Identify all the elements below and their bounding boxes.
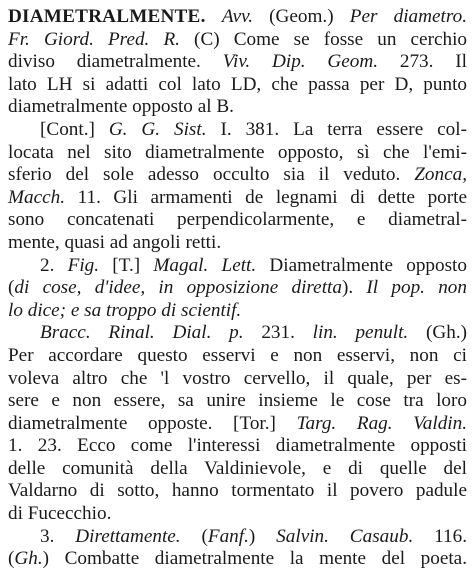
text-run: 1. 23. Ecco come l'interessi diametralmente opposti (8, 435, 467, 457)
part-of-speech: Avv. (221, 6, 253, 27)
text-run: ) Combatte diametralmente la mente del poeta. (42, 548, 467, 570)
citation-source: Fanf. (207, 525, 249, 547)
sense-label: Fig. (67, 254, 100, 276)
headword: DIAMETRALMENTE (8, 6, 201, 27)
text-line (8, 345, 467, 368)
citation-source: Fr. Giord. Pred. R. (8, 28, 180, 50)
text-run: voleva altro che 'l vostro cervello, il quale, per es- (8, 367, 467, 389)
text-run: delle comunità della Valdinievole, e di quelle del (8, 457, 467, 479)
text-line (8, 277, 467, 300)
text-run: lato LH si adatti col lato LD, che passa per D, punto (8, 73, 467, 95)
citation-source: Bracc. Rinal. Dial. p. (40, 322, 244, 344)
text-line (8, 526, 467, 549)
text-line (8, 322, 467, 345)
text-line (8, 74, 467, 97)
text-run: ( (8, 277, 15, 299)
citation-source: Gh. (14, 548, 43, 570)
usage-note: lo dice; e sa troppo di scientif. (8, 299, 242, 321)
text-line (8, 29, 467, 52)
text-run: 231. (243, 322, 313, 344)
text-run: (C) Come se fosse un cerchio (179, 28, 467, 50)
text-line (8, 209, 467, 232)
domain-label: (Geom.) (253, 6, 350, 27)
text-run: diviso diametralmente. (8, 51, 223, 73)
text-run: . (200, 6, 222, 27)
citation-source: Zonca, (414, 164, 467, 186)
text-run: diametralmente opposte. [Tor.] (8, 412, 297, 434)
text-run: (Gh.) (408, 322, 468, 344)
citation-source: G. G. Sist. (108, 118, 207, 140)
text-line (8, 413, 467, 436)
text-line (8, 255, 467, 278)
text-line (8, 458, 467, 481)
text-line (8, 548, 467, 571)
text-run: locata nel sito diametralmente opposto, sì che l'emi- (8, 141, 467, 163)
text-line (8, 480, 467, 503)
text-run: 116. (413, 525, 467, 547)
text-run: diametralmente opposto al B. (8, 96, 234, 118)
citation-source: Magal. Lett. (153, 254, 257, 276)
text-line (8, 96, 467, 119)
definition: Per diametro. (349, 6, 468, 27)
text-run: mente, quasi ad angoli retti. (8, 231, 222, 253)
text-run: sono concatenati perpendicolarmente, e diametral- (8, 209, 467, 231)
text-line (8, 300, 467, 323)
sense-number: 2. (40, 254, 68, 276)
text-line (8, 51, 467, 74)
text-run: di Fucecchio. (8, 503, 112, 525)
text-line (8, 503, 467, 526)
text-run: sere e non essere, sa unire insieme le cose tra loro (8, 390, 467, 412)
text-line (8, 187, 467, 210)
citation-source: lin. penult. (312, 322, 409, 344)
dictionary-entry-diametralmente (8, 6, 467, 571)
text-run: ( (8, 548, 15, 570)
text-run: Diametralmente opposto (256, 254, 467, 276)
text-line (8, 390, 467, 413)
citation-source: Macch. (8, 186, 66, 208)
text-line (8, 435, 467, 458)
text-line (8, 232, 467, 255)
text-run: I. 381. La terra essere col- (206, 118, 467, 140)
text-run: sferio del sole adesso occulto sia il veduto. (8, 164, 415, 186)
sense-label: Direttamente. (75, 525, 181, 547)
text-line (8, 368, 467, 391)
text-line (8, 164, 467, 187)
citation-source: Salvin. Casaub. (276, 525, 414, 547)
text-run: Per accordare questo esservi e non esservi, non ci (8, 344, 467, 366)
text-line (8, 6, 467, 29)
text-run: 273. Il (378, 51, 467, 73)
definition: di cose, d'idee, in opposizione diretta (14, 277, 342, 299)
text-line (8, 119, 467, 142)
text-run: [Cont.] (40, 118, 109, 140)
text-run: Valdarno di sotto, hanno tormentato il povero padule (8, 480, 467, 502)
text-run: [T.] (99, 254, 154, 276)
usage-note: Il pop. non (366, 277, 467, 299)
text-run: 11. Gli armamenti de legnami di dette porte (65, 186, 467, 208)
sense-number: 3. (40, 525, 76, 547)
text-run: ). (341, 277, 367, 299)
text-run: ) (248, 525, 277, 547)
citation-source: Targ. Rag. Valdin. (296, 412, 468, 434)
text-run: ( (180, 525, 208, 547)
text-line (8, 142, 467, 165)
citation-source: Viv. Dip. Geom. (222, 51, 379, 73)
